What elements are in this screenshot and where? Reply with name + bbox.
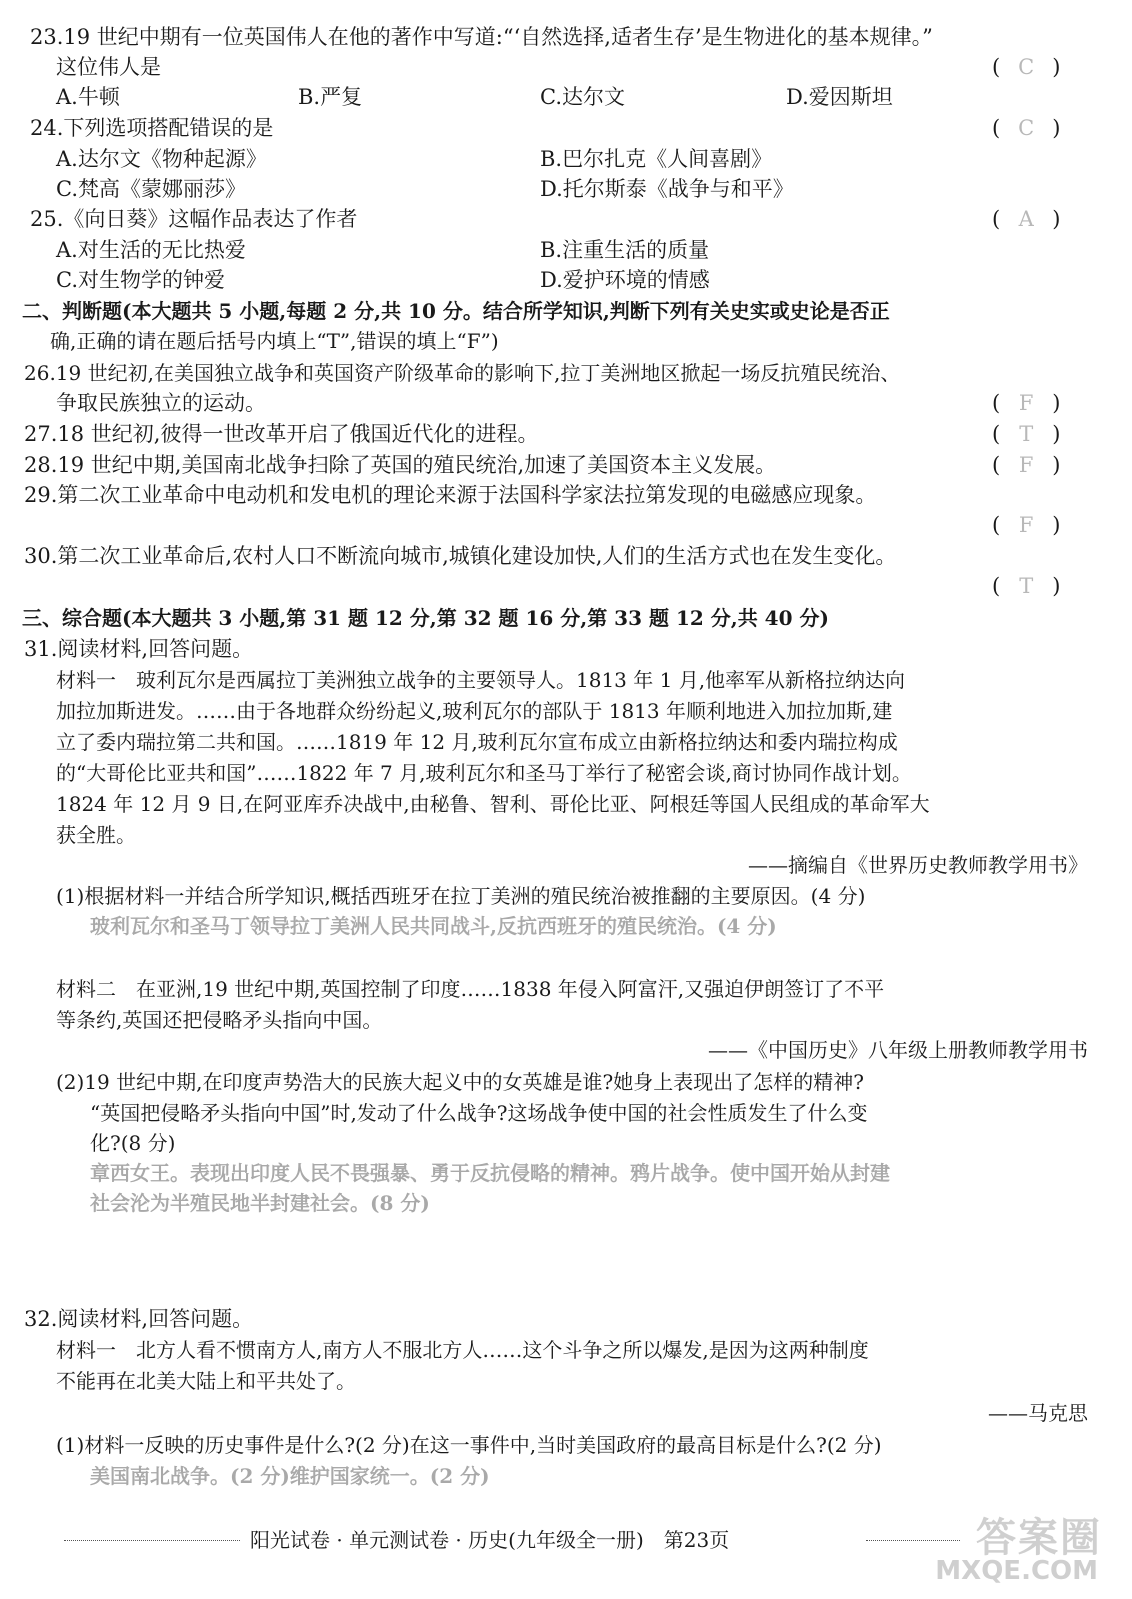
q30-answer: T: [1019, 574, 1034, 598]
footer-text: 阳光试卷 · 单元测试卷 · 历史(九年级全一册) 第23页: [250, 1528, 730, 1552]
q32-material1-line2: 不能再在北美大陆上和平共处了。: [56, 1369, 356, 1393]
q29-answer-bracket: ( F ): [992, 513, 1061, 537]
q31-material1-line1: 材料一 玻利瓦尔是西属拉丁美洲独立战争的主要领导人。1813 年 1 月,他率军从新格拉纳达向: [56, 668, 906, 692]
q31-material1-line2: 加拉加斯进发。……由于各地群众纷纷起义,玻利瓦尔的部队于 1813 年顺利地进入加拉加斯,建: [56, 699, 893, 723]
section2-heading-line1: 二、判断题(本大题共 5 小题,每题 2 分,共 10 分。结合所学知识,判断下列有关史实或史论是否正: [22, 299, 890, 323]
q25-answer: A: [1018, 207, 1034, 231]
q26-line1: 26.19 世纪初,在美国独立战争和英国资产阶级革命的影响下,拉丁美洲地区掀起一场反抗殖民统治、: [24, 361, 901, 385]
q24-option-a: A.达尔文《物种起源》: [56, 147, 267, 171]
q23-option-a: A.牛顿: [56, 85, 120, 109]
footer-rule-right: [866, 1540, 960, 1541]
q31-material2-line1: 材料二 在亚洲,19 世纪中期,英国控制了印度……1838 年侵入阿富汗,又强迫伊朗签订了不平: [56, 977, 885, 1001]
watermark-logo: 答案圈: [976, 1515, 1102, 1561]
footer-rule-left: [64, 1540, 240, 1541]
q23-stem-line1: 23.19 世纪中期有一位英国伟人在他的著作中写道:“‘自然选择,适者生存’是生物进化的基本规律。”: [30, 25, 933, 49]
q23-answer: C: [1018, 55, 1035, 79]
q23-option-d: D.爱因斯坦: [786, 85, 893, 109]
q26-line2: 争取民族独立的运动。: [56, 391, 266, 415]
section2-heading-line2: 确,正确的请在题后括号内填上“T”,错误的填上“F”): [50, 329, 499, 353]
q31-material1-line6: 获全胜。: [56, 823, 136, 847]
q24-option-d: D.托尔斯泰《战争与和平》: [540, 177, 794, 201]
q28-answer: F: [1018, 453, 1034, 477]
q26-answer-bracket: ( F ): [992, 391, 1061, 415]
q31-material2-line2: 等条约,英国还把侵略矛头指向中国。: [56, 1008, 383, 1032]
q31-answer1: 玻利瓦尔和圣马丁领导拉丁美洲人民共同战斗,反抗西班牙的殖民统治。(4 分): [90, 914, 777, 938]
q25-option-a: A.对生活的无比热爱: [56, 238, 246, 262]
q25-option-c: C.对生物学的钟爱: [56, 268, 225, 292]
q27-answer: T: [1019, 422, 1034, 446]
q26-answer: F: [1018, 391, 1034, 415]
q31-question2-line3: 化?(8 分): [90, 1131, 176, 1155]
q32-material1-line1: 材料一 北方人看不惯南方人,南方人不服北方人……这个斗争之所以爆发,是因为这两种制度: [56, 1338, 869, 1362]
q28-text: 28.19 世纪中期,美国南北战争扫除了英国的殖民统治,加速了美国资本主义发展。: [24, 453, 777, 477]
q23-stem-line2: 这位伟人是: [56, 55, 161, 79]
q31-title: 31.阅读材料,回答问题。: [24, 637, 254, 661]
q31-material2-source: ——《中国历史》八年级上册教师教学用书: [708, 1038, 1088, 1062]
q31-answer2-line2: 社会沦为半殖民地半封建社会。(8 分): [90, 1191, 430, 1215]
q23-option-c: C.达尔文: [540, 85, 625, 109]
q31-question2-line1: (2)19 世纪中期,在印度声势浩大的民族大起义中的女英雄是谁?她身上表现出了怎样的精神?: [56, 1070, 864, 1094]
q24-stem: 24.下列选项搭配错误的是: [30, 116, 274, 140]
q31-material1-line4: 的“大哥伦比亚共和国”……1822 年 7 月,玻利瓦尔和圣马丁举行了秘密会谈,商讨协同作战计划。: [56, 761, 912, 785]
q27-answer-bracket: ( T ): [992, 422, 1061, 446]
q25-stem: 25.《向日葵》这幅作品表达了作者: [30, 207, 358, 231]
q24-option-b: B.巴尔扎克《人间喜剧》: [540, 147, 773, 171]
q30-text: 30.第二次工业革命后,农村人口不断流向城市,城镇化建设加快,人们的生活方式也在发生变化。: [24, 544, 897, 568]
q31-question1: (1)根据材料一并结合所学知识,概括西班牙在拉丁美洲的殖民统治被推翻的主要原因。(4 分): [56, 884, 866, 908]
q32-title: 32.阅读材料,回答问题。: [24, 1307, 254, 1331]
q32-material1-source: ——马克思: [988, 1401, 1088, 1425]
q28-answer-bracket: ( F ): [992, 453, 1061, 477]
q24-answer: C: [1018, 116, 1035, 140]
q24-answer-bracket: ( C ): [992, 116, 1061, 140]
q23-option-b: B.严复: [298, 85, 363, 109]
q32-answer1: 美国南北战争。(2 分)维护国家统一。(2 分): [90, 1464, 490, 1488]
q31-material1-line3: 立了委内瑞拉第二共和国。……1819 年 12 月,玻利瓦尔宣布成立由新格拉纳达和委内瑞拉构成: [56, 730, 898, 754]
q32-question1: (1)材料一反映的历史事件是什么?(2 分)在这一事件中,当时美国政府的最高目标是什么?(2 分): [56, 1433, 882, 1457]
q24-option-c: C.梵高《蒙娜丽莎》: [56, 177, 246, 201]
q31-material1-line5: 1824 年 12 月 9 日,在阿亚库乔决战中,由秘鲁、智利、哥伦比亚、阿根廷等国人民组成的革命军大: [56, 792, 930, 816]
q25-option-b: B.注重生活的质量: [540, 238, 710, 262]
q30-answer-bracket: ( T ): [992, 574, 1061, 598]
q25-answer-bracket: ( A ): [992, 207, 1061, 231]
q29-answer: F: [1018, 513, 1034, 537]
q27-text: 27.18 世纪初,彼得一世改革开启了俄国近代化的进程。: [24, 422, 539, 446]
q25-option-d: D.爱护环境的情感: [540, 268, 710, 292]
q23-answer-bracket: ( C ): [992, 55, 1061, 79]
section3-heading: 三、综合题(本大题共 3 小题,第 31 题 12 分,第 32 题 16 分,第 33 题 12 分,共 40 分): [22, 606, 829, 630]
watermark-url: MXQE.COM: [935, 1556, 1098, 1586]
q29-text: 29.第二次工业革命中电动机和发电机的理论来源于法国科学家法拉第发现的电磁感应现象。: [24, 483, 877, 507]
q31-question2-line2: “英国把侵略矛头指向中国”时,发动了什么战争?这场战争使中国的社会性质发生了什么变: [90, 1101, 868, 1125]
q31-material1-source: ——摘编自《世界历史教师教学用书》: [748, 853, 1088, 877]
q31-answer2-line1: 章西女王。表现出印度人民不畏强暴、勇于反抗侵略的精神。鸦片战争。使中国开始从封建: [90, 1161, 890, 1185]
